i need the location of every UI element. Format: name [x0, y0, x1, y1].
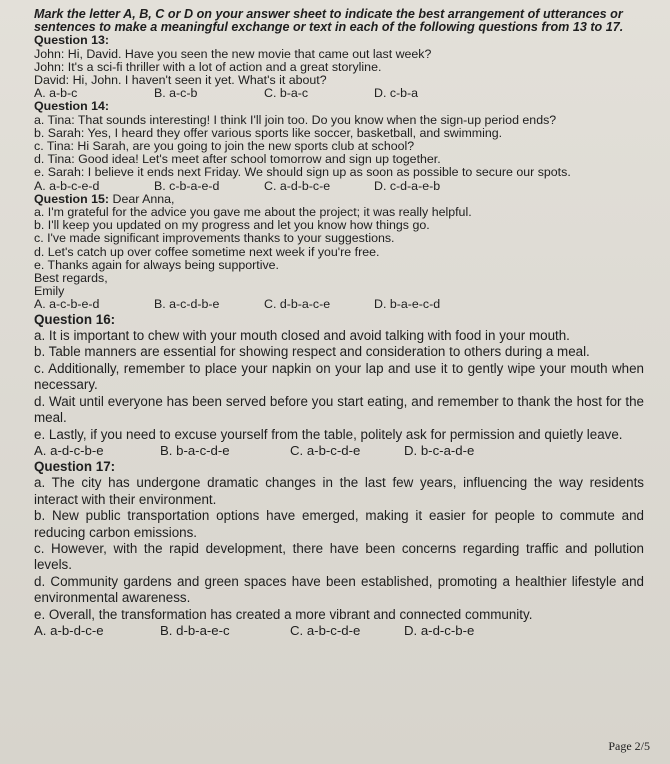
question-13: [34, 34, 644, 100]
q14-option-c[interactable]: C. a-d-b-c-e: [264, 178, 331, 193]
q13-line-2: John: It's a sci-fi thriller with a lot of action and a great storyline.: [34, 59, 382, 74]
q16-line-e: e. Lastly, if you need to excuse yourself from the table, politely ask for permission and quietly leave.: [34, 426, 623, 442]
q14-option-d[interactable]: D. c-d-a-e-b: [374, 178, 441, 193]
q17-option-b[interactable]: B. d-b-a-e-c: [160, 622, 230, 638]
q15-greeting: Dear Anna,: [112, 191, 175, 206]
q15-line-d: d. Let's catch up over coffee sometime next week if you're free.: [34, 244, 380, 259]
question-17-title: Question 17:: [34, 458, 116, 474]
question-17: [34, 459, 644, 639]
q14-option-a[interactable]: A. a-b-c-e-d: [34, 178, 100, 193]
exam-content: [34, 8, 644, 639]
q17-line-e: e. Overall, the transformation has created a more vibrant and connected community.: [34, 606, 533, 622]
q17-line-a: a. The city has undergone dramatic changes in the last few years, influencing the way residents interact with their environment.: [34, 475, 644, 507]
q16-option-c[interactable]: C. a-b-c-d-e: [290, 442, 361, 458]
q15-option-d[interactable]: D. b-a-e-c-d: [374, 297, 441, 312]
q14-line-b: b. Sarah: Yes, I heard they offer various sports like soccer, basketball, and swimming.: [34, 125, 503, 140]
q13-option-b[interactable]: B. a-c-b: [154, 86, 198, 101]
q14-option-b[interactable]: B. c-b-a-e-d: [154, 178, 220, 193]
q13-options: [34, 87, 644, 100]
q15-option-b[interactable]: B. a-c-d-b-e: [154, 297, 220, 312]
question-13-title: Question 13:: [34, 33, 110, 48]
q16-line-b: b. Table manners are essential for showing respect and consideration to others during a meal.: [34, 344, 590, 360]
q16-option-b[interactable]: B. b-a-c-d-e: [160, 442, 230, 458]
instructions: Mark the letter A, B, C or D on your answer sheet to indicate the best arrangement of utterances or sentences to make a meaningful exchange or text in each of the following questions from 13 to 17.: [34, 7, 624, 35]
q16-options: [34, 443, 644, 459]
q15-signature: Emily: [34, 284, 65, 299]
q17-options: [34, 623, 644, 639]
q14-line-e: e. Sarah: I believe it ends next Friday. We should sign up as soon as possible to secure our spots.: [34, 165, 571, 180]
q16-line-c: c. Additionally, remember to place your napkin on your lap and use it to gently wipe your mouth when necessary.: [34, 360, 644, 393]
q15-line-b: b. I'll keep you updated on my progress and let you know how things go.: [34, 218, 430, 233]
q13-option-a[interactable]: A. a-b-c: [34, 86, 78, 101]
question-16: [34, 312, 644, 459]
question-14-title: Question 14:: [34, 99, 110, 114]
q15-closing: Best regards,: [34, 271, 108, 286]
q14-line-c: c. Tina: Hi Sarah, are you going to join the new sports club at school?: [34, 139, 415, 154]
q17-option-d[interactable]: D. a-d-c-b-e: [404, 622, 475, 638]
q16-line-a: a. It is important to chew with your mouth closed and avoid talking with food in your mouth.: [34, 328, 570, 344]
q15-line-c: c. I've made significant improvements thanks to your suggestions.: [34, 231, 395, 246]
q14-line-a: a. Tina: That sounds interesting! I think I'll join too. Do you know when the sign-up period ends?: [34, 112, 557, 127]
q13-option-d[interactable]: D. c-b-a: [374, 86, 419, 101]
q17-option-c[interactable]: C. a-b-c-d-e: [290, 622, 361, 638]
question-14: [34, 100, 644, 192]
q13-line-3: David: Hi, John. I haven't seen it yet. What's it about?: [34, 73, 327, 88]
q16-option-d[interactable]: D. b-c-a-d-e: [404, 442, 475, 458]
q17-line-c: c. However, with the rapid development, there have been concerns regarding traffic and pollution levels.: [34, 540, 644, 573]
q15-line-e: e. Thanks again for always being supportive.: [34, 257, 279, 272]
q16-line-d: d. Wait until everyone has been served before you start eating, and remember to thank the host for the meal.: [34, 393, 644, 426]
q17-line-d: d. Community gardens and green spaces have been established, promoting a healthier lifestyle and environmental awareness.: [34, 573, 644, 606]
q15-line-a: a. I'm grateful for the advice you gave me about the project; it was really helpful.: [34, 205, 472, 220]
q17-option-a[interactable]: A. a-b-d-c-e: [34, 622, 104, 638]
q13-option-c[interactable]: C. b-a-c: [264, 86, 309, 101]
question-15-title: Question 15:: [34, 191, 110, 206]
q15-option-a[interactable]: A. a-c-b-e-d: [34, 297, 100, 312]
q17-line-b: b. New public transportation options have emerged, making it easier for people to commute and reducing carbon emissions.: [34, 508, 644, 540]
question-15: [34, 193, 644, 312]
q16-option-a[interactable]: A. a-d-c-b-e: [34, 442, 104, 458]
question-16-title: Question 16:: [34, 311, 116, 327]
q13-line-1: John: Hi, David. Have you seen the new movie that came out last week?: [34, 46, 432, 61]
q15-options: [34, 298, 644, 311]
q15-option-c[interactable]: C. d-b-a-c-e: [264, 297, 331, 312]
page-number: Page 2/5: [608, 739, 650, 753]
q14-line-d: d. Tina: Good idea! Let's meet after school tomorrow and sign up together.: [34, 152, 441, 167]
